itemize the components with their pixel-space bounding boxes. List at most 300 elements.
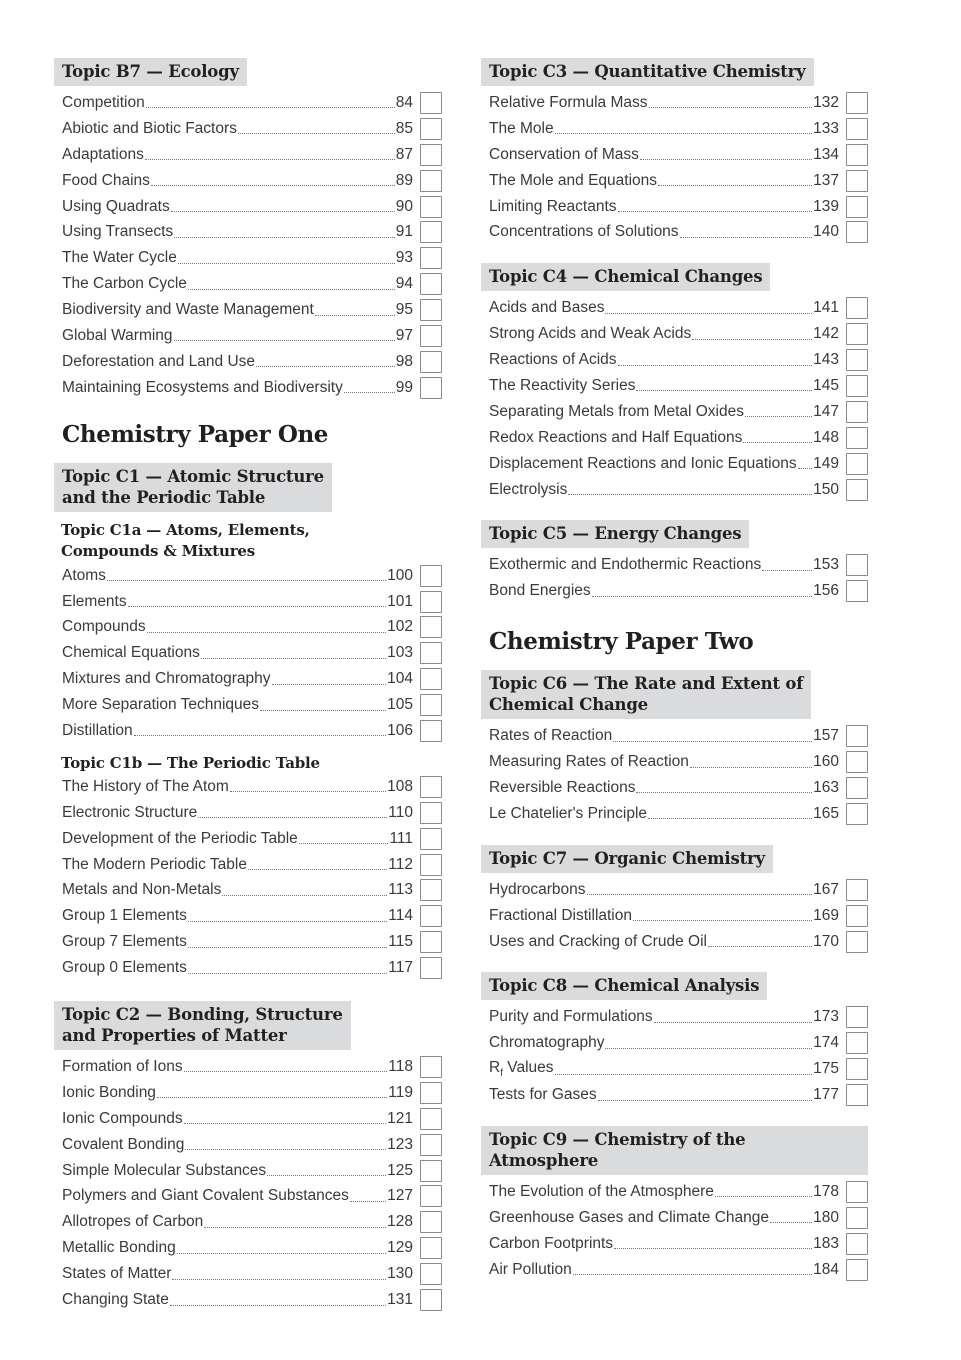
progress-checkbox[interactable] [420, 668, 442, 690]
toc-entry-title: Deforestation and Land Use [62, 352, 256, 370]
toc-entry [481, 194, 868, 220]
toc-entry [481, 723, 868, 749]
page-number: 148 [813, 428, 839, 446]
progress-checkbox[interactable] [846, 196, 868, 218]
dot-leader [648, 818, 812, 819]
toc-entry-title: Metallic Bonding [62, 1239, 176, 1257]
progress-checkbox[interactable] [420, 828, 442, 850]
topic-b7-heading: Topic B7 — Ecology [54, 58, 247, 86]
page-number: 108 [387, 777, 413, 795]
dot-leader [174, 340, 395, 341]
toc-entry-title: The History of The Atom [62, 777, 229, 795]
page-number: 130 [387, 1265, 413, 1283]
dot-leader [272, 684, 387, 685]
toc-entry-title: Abiotic and Biotic Factors [62, 119, 237, 137]
dot-leader [649, 107, 813, 108]
progress-checkbox[interactable] [420, 144, 442, 166]
page-number: 102 [387, 618, 413, 636]
progress-checkbox[interactable] [420, 957, 442, 979]
topic-c1b-list [54, 774, 442, 981]
topic-c1-section [54, 463, 442, 981]
toc-entry-title: The Mole [489, 119, 554, 137]
toc-entry [481, 295, 868, 321]
progress-checkbox[interactable] [420, 720, 442, 742]
toc-entry [481, 451, 868, 477]
toc-entry-title: Adaptations [62, 145, 144, 163]
page-number: 178 [813, 1182, 839, 1200]
progress-checkbox[interactable] [846, 803, 868, 825]
page-number: 173 [813, 1008, 839, 1026]
toc-entry-title: Elements [62, 592, 127, 610]
progress-checkbox[interactable] [420, 1185, 442, 1207]
toc-entry [54, 589, 442, 615]
page-number: 153 [813, 556, 839, 574]
toc-entry-title: Air Pollution [489, 1260, 572, 1278]
dot-leader [315, 315, 395, 316]
toc-entry-title: Compounds [62, 618, 146, 636]
page-number: 184 [813, 1260, 839, 1278]
progress-checkbox[interactable] [420, 1056, 442, 1078]
progress-checkbox[interactable] [846, 221, 868, 243]
page-number: 104 [387, 670, 413, 688]
toc-entry [54, 563, 442, 589]
page-number: 113 [388, 881, 413, 899]
toc-entry [481, 168, 868, 194]
progress-checkbox[interactable] [420, 694, 442, 716]
toc-entry-title: Covalent Bonding [62, 1135, 185, 1153]
dot-leader [198, 817, 387, 818]
dot-leader [188, 921, 387, 922]
progress-checkbox[interactable] [420, 931, 442, 953]
progress-checkbox[interactable] [846, 349, 868, 371]
dot-leader [636, 792, 812, 793]
page-number: 100 [387, 566, 413, 584]
dot-leader [174, 237, 395, 238]
left-column [54, 58, 442, 1331]
paper-one-title: Chemistry Paper One [62, 420, 329, 448]
dot-leader [605, 313, 812, 314]
page-number: 170 [813, 932, 839, 950]
toc-entry-title: Fractional Distillation [489, 906, 632, 924]
toc-entry [481, 425, 868, 451]
progress-checkbox[interactable] [846, 879, 868, 901]
progress-checkbox[interactable] [420, 879, 442, 901]
toc-entry-title: Electrolysis [489, 480, 568, 498]
dot-leader [708, 946, 812, 947]
progress-checkbox[interactable] [420, 616, 442, 638]
dot-leader [743, 442, 812, 443]
dot-leader [640, 159, 812, 160]
dot-leader [654, 1022, 812, 1023]
toc-entry-title: Using Transects [62, 223, 174, 241]
toc-entry-title: Hydrocarbons [489, 880, 586, 898]
dot-leader [618, 365, 813, 366]
progress-checkbox[interactable] [420, 776, 442, 798]
toc-entry [54, 1080, 442, 1106]
progress-checkbox[interactable] [846, 1181, 868, 1203]
page-number: 163 [813, 778, 839, 796]
progress-checkbox[interactable] [846, 479, 868, 501]
toc-entry-title: The Evolution of the Atmosphere [489, 1182, 714, 1200]
page-number: 97 [395, 326, 413, 344]
dot-leader [715, 1196, 812, 1197]
topic-c8-list [481, 1004, 868, 1108]
toc-entry [54, 826, 442, 852]
progress-checkbox[interactable] [420, 642, 442, 664]
page-number: 125 [387, 1161, 413, 1179]
toc-entry [54, 1132, 442, 1158]
toc-entry [481, 1205, 868, 1231]
page-number: 141 [813, 299, 839, 317]
toc-entry-title: Greenhouse Gases and Climate Change [489, 1208, 770, 1226]
page-number: 94 [395, 275, 413, 293]
progress-checkbox[interactable] [846, 1032, 868, 1054]
toc-entry-title: Group 0 Elements [62, 959, 187, 977]
dot-leader [204, 1227, 386, 1228]
page-number: 157 [813, 727, 839, 745]
toc-entry [481, 749, 868, 775]
page-number: 93 [395, 249, 413, 267]
toc-entry [481, 929, 868, 955]
progress-checkbox[interactable] [420, 1289, 442, 1311]
dot-leader [188, 947, 387, 948]
progress-checkbox[interactable] [846, 1207, 868, 1229]
progress-checkbox[interactable] [846, 1006, 868, 1028]
page-number: 147 [813, 402, 839, 420]
toc-entry [54, 1209, 442, 1235]
toc-entry-title: Ionic Bonding [62, 1083, 156, 1101]
toc-entry [481, 1030, 868, 1056]
page-number: 87 [395, 145, 413, 163]
page-number: 175 [813, 1060, 839, 1078]
toc-entry-title: Reactions of Acids [489, 351, 617, 369]
progress-checkbox[interactable] [846, 1259, 868, 1281]
toc-entry [481, 142, 868, 168]
progress-checkbox[interactable] [846, 725, 868, 747]
progress-checkbox[interactable] [420, 565, 442, 587]
progress-checkbox[interactable] [846, 401, 868, 423]
dot-leader [188, 289, 395, 290]
topic-c2-section [54, 1001, 442, 1313]
toc-entry [481, 477, 868, 503]
topic-c8-heading: Topic C8 — Chemical Analysis [481, 972, 767, 1000]
toc-entry-title: The Water Cycle [62, 249, 177, 267]
toc-entry [481, 552, 868, 578]
progress-checkbox[interactable] [420, 170, 442, 192]
dot-leader [605, 1048, 812, 1049]
page-number: 121 [387, 1109, 413, 1127]
progress-checkbox[interactable] [420, 1263, 442, 1285]
toc-entry [481, 578, 868, 604]
toc-entry-title: Strong Acids and Weak Acids [489, 325, 692, 343]
dot-leader [184, 1123, 387, 1124]
toc-entry [54, 1106, 442, 1132]
dot-leader [222, 895, 387, 896]
progress-checkbox[interactable] [846, 931, 868, 953]
toc-entry-title: Tests for Gases [489, 1086, 597, 1104]
topic-c6-heading-line2: Chemical Change [489, 695, 648, 715]
progress-checkbox[interactable] [846, 1233, 868, 1255]
dot-leader [170, 1305, 386, 1306]
topic-b7-section [54, 58, 442, 401]
dot-leader [178, 263, 395, 264]
page-number: 180 [813, 1208, 839, 1226]
toc-entry-title: Conservation of Mass [489, 145, 639, 163]
toc-entry-title-rest: Values [502, 1059, 554, 1077]
toc-entry [54, 168, 442, 194]
dot-leader [692, 339, 812, 340]
progress-checkbox[interactable] [420, 1082, 442, 1104]
progress-checkbox[interactable] [846, 777, 868, 799]
page-number: 129 [387, 1239, 413, 1257]
toc-entry-title: The Modern Periodic Table [62, 855, 247, 873]
toc-entry-title: Changing State [62, 1291, 169, 1308]
progress-checkbox[interactable] [420, 325, 442, 347]
page-number: 183 [813, 1234, 839, 1252]
progress-checkbox[interactable] [420, 1237, 442, 1259]
page-number: 133 [813, 119, 839, 137]
page-number: 95 [395, 301, 413, 319]
progress-checkbox[interactable] [420, 802, 442, 824]
dot-leader [267, 1175, 386, 1176]
topic-c9-list [481, 1179, 868, 1283]
toc-entry [54, 142, 442, 168]
toc-entry [481, 1056, 868, 1082]
toc-entry [54, 1054, 442, 1080]
progress-checkbox[interactable] [420, 854, 442, 876]
page-number: 119 [388, 1083, 413, 1101]
dot-leader [598, 1100, 812, 1101]
right-column [481, 58, 868, 1301]
progress-checkbox[interactable] [846, 118, 868, 140]
progress-checkbox[interactable] [846, 427, 868, 449]
dot-leader [184, 1071, 388, 1072]
dot-leader [230, 791, 386, 792]
page-number: 143 [813, 351, 839, 369]
topic-c4-list [481, 295, 868, 502]
page-number: 106 [387, 721, 413, 739]
toc-entry-title: Redox Reactions and Half Equations [489, 428, 743, 446]
topic-c1a-heading-line2: Compounds & Mixtures [61, 541, 256, 560]
dot-leader [745, 416, 812, 417]
progress-checkbox[interactable] [846, 453, 868, 475]
progress-checkbox[interactable] [846, 580, 868, 602]
progress-checkbox[interactable] [420, 247, 442, 269]
progress-checkbox[interactable] [420, 221, 442, 243]
dot-leader [770, 1222, 812, 1223]
progress-checkbox[interactable] [420, 299, 442, 321]
progress-checkbox[interactable] [846, 144, 868, 166]
page-number: 84 [395, 93, 413, 111]
topic-c5-heading: Topic C5 — Energy Changes [481, 520, 749, 548]
toc-entry [481, 801, 868, 827]
page-number: 139 [813, 197, 839, 215]
topic-c7-section [481, 845, 868, 955]
page-number: 134 [813, 145, 839, 163]
page-number: 117 [388, 959, 413, 977]
topic-c1-heading-line1: Topic C1 — Atomic Structure [62, 466, 324, 486]
progress-checkbox[interactable] [420, 1160, 442, 1182]
progress-checkbox[interactable] [420, 196, 442, 218]
toc-entry-title: Atoms [62, 566, 106, 584]
toc-entry-title: Group 7 Elements [62, 933, 187, 951]
page-number: 85 [395, 119, 413, 137]
toc-entry-title: Metals and Non-Metals [62, 881, 222, 899]
toc-entry [54, 903, 442, 929]
toc-entry [54, 271, 442, 297]
page-number: 112 [388, 855, 413, 873]
topic-c2-heading-line1: Topic C2 — Bonding, Structure [62, 1005, 343, 1025]
toc-entry-title: Purity and Formulations [489, 1008, 653, 1026]
page-number: 145 [813, 376, 839, 394]
progress-checkbox[interactable] [420, 92, 442, 114]
topic-c3-section [481, 58, 868, 245]
topic-c6-list [481, 723, 868, 827]
topic-c1b-heading: Topic C1b — The Periodic Table [61, 753, 320, 772]
toc-entry-title: Electronic Structure [62, 803, 198, 821]
topic-c1a-heading-line1: Topic C1a — Atoms, Elements, [61, 520, 310, 539]
toc-entry [481, 1004, 868, 1030]
toc-entry [481, 775, 868, 801]
dot-leader [555, 133, 813, 134]
toc-entry [481, 90, 868, 116]
dot-leader [146, 107, 395, 108]
toc-entry [54, 194, 442, 220]
toc-entry [54, 349, 442, 375]
page-number: 103 [387, 644, 413, 662]
toc-entry-title: Using Quadrats [62, 197, 170, 215]
toc-entry-title: Food Chains [62, 171, 150, 189]
toc-entry [481, 1231, 868, 1257]
progress-checkbox[interactable] [846, 1058, 868, 1080]
toc-entry-title: Measuring Rates of Reaction [489, 753, 689, 771]
progress-checkbox[interactable] [420, 1211, 442, 1233]
progress-checkbox[interactable] [846, 375, 868, 397]
page-number: 150 [813, 480, 839, 498]
progress-checkbox[interactable] [420, 351, 442, 373]
dot-leader [185, 1149, 386, 1150]
progress-checkbox[interactable] [420, 273, 442, 295]
toc-entry-title: The Reactivity Series [489, 376, 636, 394]
topic-c1a-list [54, 563, 442, 744]
toc-entry-title: Bond Energies [489, 582, 591, 600]
progress-checkbox[interactable] [846, 1084, 868, 1106]
paper-two-title: Chemistry Paper Two [489, 628, 754, 656]
page-number: 118 [388, 1057, 413, 1075]
toc-entry-title: Development of the Periodic Table [62, 829, 298, 847]
progress-checkbox[interactable] [846, 170, 868, 192]
toc-entry [481, 373, 868, 399]
dot-leader [614, 1248, 812, 1249]
page-number: 110 [388, 803, 413, 821]
dot-leader [568, 494, 812, 495]
page-number: 98 [395, 352, 413, 370]
page-number: 165 [813, 804, 839, 822]
toc-entry-title: Group 1 Elements [62, 907, 187, 925]
toc-entry-title: Carbon Footprints [489, 1234, 614, 1252]
toc-entry [54, 1184, 442, 1210]
page-number: 111 [389, 829, 413, 847]
dot-leader [613, 741, 812, 742]
toc-entry [54, 955, 442, 981]
topic-c4-section [481, 263, 868, 502]
toc-entry-title: Polymers and Giant Covalent Substances [62, 1187, 349, 1205]
toc-entry [481, 219, 868, 245]
page-number: 127 [387, 1187, 413, 1205]
page-number: 137 [813, 171, 839, 189]
toc-entry [481, 1257, 868, 1283]
topic-c7-heading: Topic C7 — Organic Chemistry [481, 845, 773, 873]
dot-leader [201, 658, 386, 659]
toc-entry [481, 116, 868, 142]
progress-checkbox[interactable] [846, 751, 868, 773]
toc-entry-title: Chemical Equations [62, 644, 200, 662]
page-number: 174 [813, 1034, 839, 1052]
toc-entry-title: Exothermic and Endothermic Reactions [489, 556, 762, 574]
topic-c3-list [481, 90, 868, 245]
progress-checkbox[interactable] [846, 554, 868, 576]
toc-entry-title: Limiting Reactants [489, 197, 617, 215]
topic-c7-list [481, 877, 868, 955]
toc-entry [54, 1235, 442, 1261]
progress-checkbox[interactable] [420, 377, 442, 399]
page-number: 101 [387, 592, 413, 610]
topic-c5-list [481, 552, 868, 604]
page-number: 140 [813, 223, 839, 241]
toc-entry [481, 399, 868, 425]
dot-leader [762, 570, 812, 571]
toc-entry-title: Le Chatelier's Principle [489, 804, 648, 822]
toc-entry [54, 90, 442, 116]
page-number: 99 [395, 378, 413, 396]
dot-leader [171, 211, 395, 212]
toc-entry [481, 1179, 868, 1205]
progress-checkbox[interactable] [420, 1134, 442, 1156]
toc-entry-title: Maintaining Ecosystems and Biodiversity [62, 378, 343, 396]
toc-entry-title: Competition [62, 93, 145, 111]
toc-entry [54, 774, 442, 800]
progress-checkbox[interactable] [420, 1108, 442, 1130]
topic-c1-heading [54, 463, 332, 512]
dot-leader [248, 869, 387, 870]
progress-checkbox[interactable] [846, 297, 868, 319]
page-number: 89 [395, 171, 413, 189]
toc-entry-title: Reversible Reactions [489, 778, 636, 796]
topic-c4-heading: Topic C4 — Chemical Changes [481, 263, 770, 291]
progress-checkbox[interactable] [846, 905, 868, 927]
toc-entry-title: Allotropes of Carbon [62, 1213, 204, 1231]
toc-entry-title: States of Matter [62, 1265, 172, 1283]
topic-c2-list [54, 1054, 442, 1313]
dot-leader [188, 973, 387, 974]
toc-entry-title: The Carbon Cycle [62, 275, 187, 293]
page-number: 91 [395, 223, 413, 241]
dot-leader [344, 392, 395, 393]
progress-checkbox[interactable] [846, 323, 868, 345]
toc-entry [54, 219, 442, 245]
toc-entry-title: Concentrations of Solutions [489, 223, 679, 241]
progress-checkbox[interactable] [420, 905, 442, 927]
page-number: 128 [387, 1213, 413, 1231]
page-number: 169 [813, 906, 839, 924]
progress-checkbox[interactable] [420, 591, 442, 613]
toc-entry-title-main: R [489, 1059, 501, 1077]
progress-checkbox[interactable] [420, 118, 442, 140]
toc-entry-title: Uses and Cracking of Crude Oil [489, 932, 707, 950]
toc-entry [54, 1158, 442, 1184]
toc-entry-title: Separating Metals from Metal Oxides [489, 402, 744, 420]
progress-checkbox[interactable] [846, 92, 868, 114]
